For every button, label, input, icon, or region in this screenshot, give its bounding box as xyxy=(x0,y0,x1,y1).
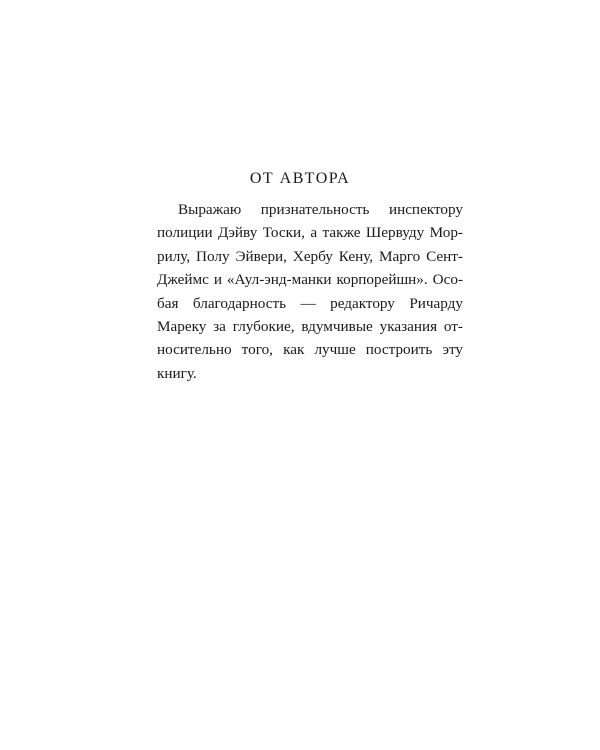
paragraph-line: носительно того, как лучше построить эту xyxy=(157,341,463,359)
paragraph-line: книгу. xyxy=(157,364,197,382)
paragraph-line: Выражаю признательность инспектору xyxy=(178,201,463,218)
paragraph-line: полиции Дэйву Тоски, а также Шервуду Мор- xyxy=(157,224,463,242)
section-heading: ОТ АВТОРА xyxy=(249,170,351,187)
acknowledgement-paragraph xyxy=(157,198,463,385)
paragraph-line: Джеймс и «Аул-энд-манки корпорейшн». Осо- xyxy=(157,271,463,289)
paragraph-line: рилу, Полу Эйвери, Хербу Кену, Марго Сент- xyxy=(157,247,463,265)
paragraph-line: Мареку за глубокие, вдумчивые указания от- xyxy=(157,318,463,336)
paragraph-line: бая благодарность — редактору Ричарду xyxy=(157,294,463,312)
